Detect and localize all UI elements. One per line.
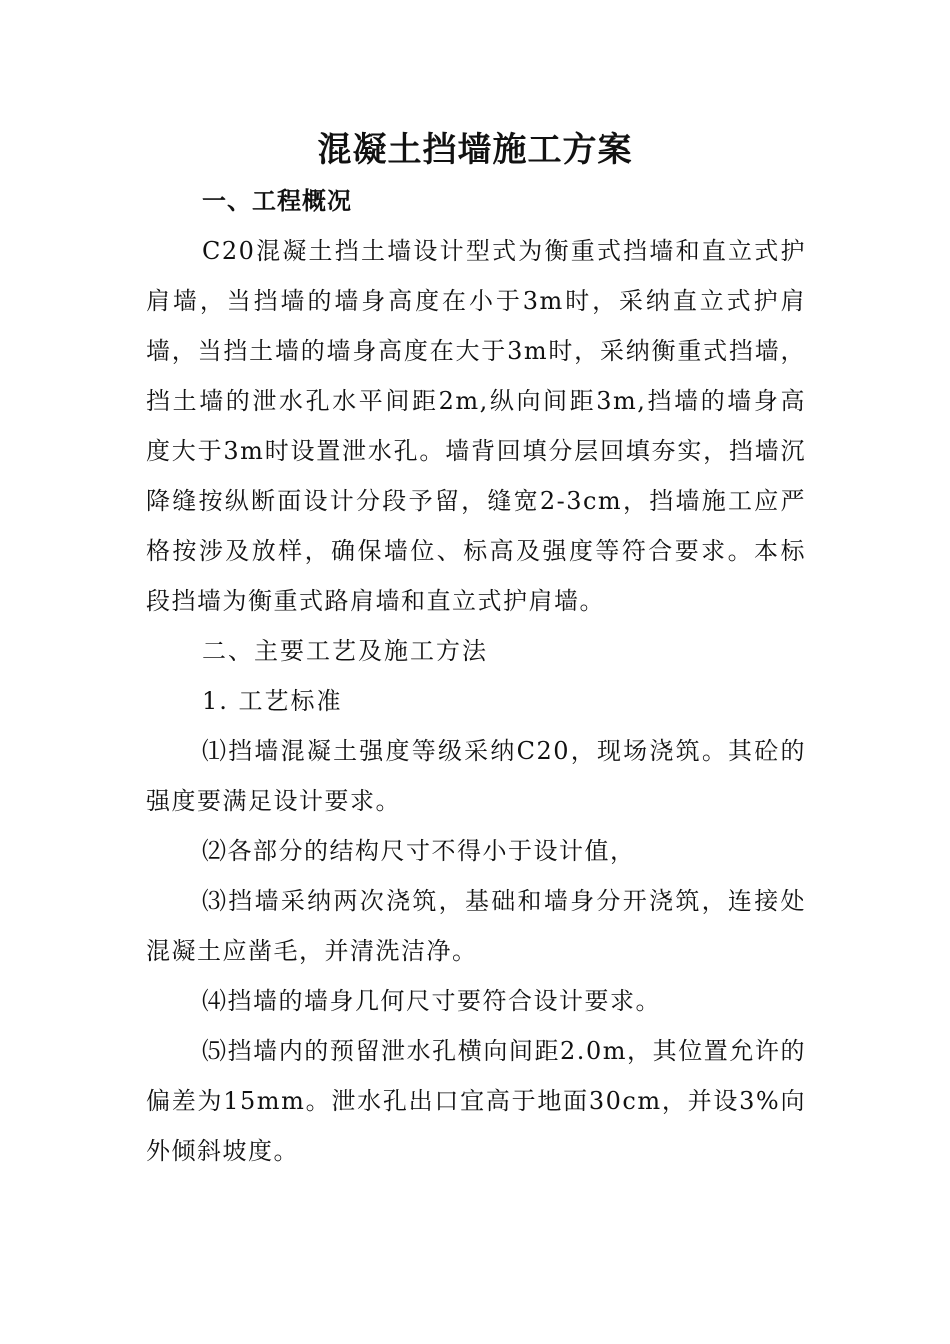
standard-item-1: ⑴挡墙混凝土强度等级采纳C20，现场浇筑。其砼的强度要满足设计要求。 (146, 737, 806, 815)
standard-item-2: ⑵各部分的结构尺寸不得小于设计值， (202, 837, 636, 865)
section-heading-overview: 一、工程概况 (202, 186, 352, 215)
standard-item-4: ⑷挡墙的墙身几何尺寸要符合设计要求。 (202, 987, 661, 1015)
document-body (146, 176, 806, 1176)
overview-paragraph: C20混凝土挡土墙设计型式为衡重式挡墙和直立式护肩墙，当挡墙的墙身高度在小于3m时，采纳直立式护肩墙，当挡土墙的墙身高度在大于3m时，采纳衡重式挡墙，挡土墙的泄水孔水平间距2m,纵向间距3m,挡墙的墙身高度大于3m时设置泄水孔。墙背回填分层回填夯实，挡墙沉降缝按纵断面设计分段予留，缝宽2-3cm，挡墙施工应严格按涉及放样，确保墙位、标高及强度等符合要求。本标段挡墙为衡重式路肩墙和直立式护肩墙。 (146, 237, 806, 615)
standard-item-3: ⑶挡墙采纳两次浇筑，基础和墙身分开浇筑，连接处混凝土应凿毛，并清洗洁净。 (146, 887, 806, 965)
document-title: 混凝土挡墙施工方案 (317, 130, 633, 170)
section-heading-methods: 二、主要工艺及施工方法 (202, 637, 488, 665)
standard-item-5: ⑸挡墙内的预留泄水孔横向间距2.0m，其位置允许的偏差为15mm。泄水孔出口宜高于地面30cm，并设3%向外倾斜坡度。 (146, 1037, 806, 1165)
subsection-heading-standards: 1. 工艺标准 (202, 687, 343, 715)
